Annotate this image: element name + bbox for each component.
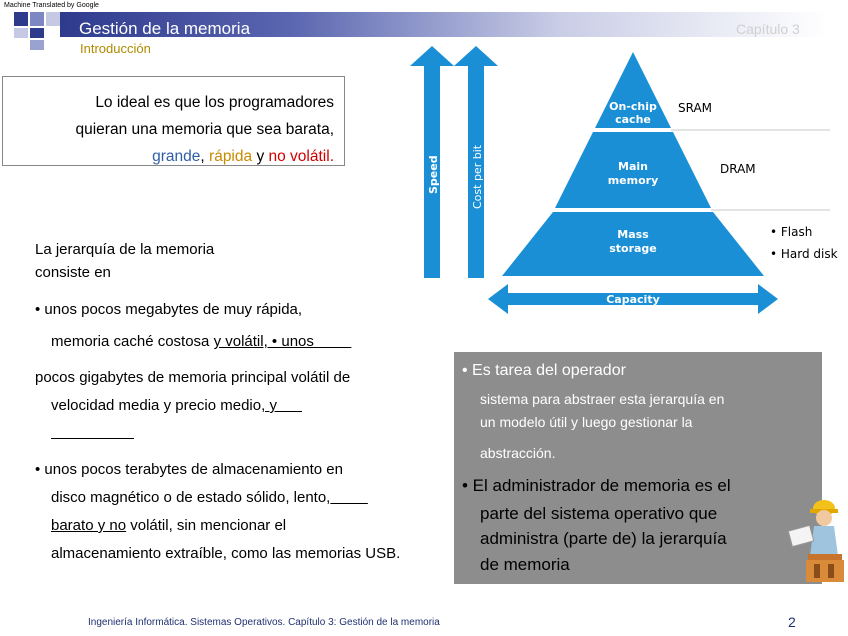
operator-line-8: de memoria [480, 555, 570, 574]
blank-underline [51, 438, 134, 439]
operator-box [454, 352, 822, 584]
header-decor-square [14, 28, 28, 38]
header-decor-square [14, 12, 28, 26]
memory-hierarchy-diagram [410, 44, 848, 316]
bullet-main-2-underlined: , y [261, 397, 277, 414]
cost-label: Cost per bit [471, 144, 484, 209]
hierarchy-intro-1: La jerarquía de la memoria [35, 241, 215, 258]
bullet-storage-1: • unos pocos terabytes de almacenamiento en [35, 461, 343, 478]
period: . [329, 148, 334, 165]
header-decor-square [30, 40, 44, 50]
sram-label: SRAM [678, 101, 713, 115]
operator-line-4: abstracción. [480, 445, 556, 461]
bullet-cache-2-underlined: y volátil, • unos [213, 333, 314, 350]
blank-line [277, 397, 302, 414]
word-large: grande [152, 148, 201, 165]
bullet-main-2 [51, 397, 302, 414]
tier-main-label-2: memory [607, 174, 659, 187]
word-nonvolatile: no volátil [268, 148, 330, 165]
blank-line [330, 489, 368, 506]
bullet-storage-4: almacenamiento extraíble, como las memorias USB. [51, 545, 401, 562]
word-and: y [256, 148, 265, 165]
ideal-line-3: grande, rápida y no volátil. [152, 148, 334, 165]
bullet-storage-2-text: disco magnético o de estado sólido, lento, [51, 489, 331, 506]
ideal-line-1: Lo ideal es que los programadores [95, 94, 334, 111]
tier-cache-label-2: cache [615, 113, 651, 126]
operator-line-1: • Es tarea del operador [462, 362, 626, 379]
bullet-cache-1: • unos pocos megabytes de muy rápida, [35, 301, 303, 318]
word-fast: rápida [209, 148, 253, 165]
flash-label: • Flash [770, 225, 813, 239]
footer-text: Ingeniería Informática. Sistemas Operativos. Capítulo 3: Gestión de la memoria [88, 617, 440, 628]
ideal-memory-box [2, 76, 345, 166]
header-decor-square [46, 12, 60, 26]
bullet-cache-2-text: memoria caché costosa [51, 333, 210, 350]
tier-storage-label-1: Mass [617, 228, 649, 241]
page-title: Gestión de la memoria [79, 19, 251, 38]
tier-cache-label-1: On-chip [609, 100, 657, 113]
speed-label: Speed [427, 155, 440, 194]
chapter-label: Capítulo 3 [736, 21, 800, 37]
capacity-label: Capacity [606, 293, 660, 306]
operator-line-2: sistema para abstraer esta jerarquía en [480, 391, 725, 407]
bullet-storage-3-text: volátil, sin mencionar el [130, 517, 287, 534]
hdd-label: • Hard disk [770, 247, 838, 261]
worker-clipart [786, 494, 846, 584]
operator-line-5: • El administrador de memoria es el [462, 476, 731, 495]
page-subtitle: Introducción [80, 41, 151, 56]
bullet-storage-3 [51, 517, 286, 534]
bullet-main-1: pocos gigabytes de memoria principal volátil de [35, 369, 351, 386]
hierarchy-intro-2: consiste en [35, 264, 111, 281]
dram-label: DRAM [720, 162, 756, 176]
machine-translated-note: Machine Translated by Google [4, 2, 99, 9]
operator-line-3: un modelo útil y luego gestionar la [480, 414, 693, 430]
bullet-storage-2 [51, 489, 368, 506]
ideal-line-2: quieran una memoria que sea barata, [75, 121, 334, 138]
page-number: 2 [788, 614, 796, 630]
operator-line-7: administra (parte de) la jerarquía [480, 529, 727, 548]
header-decor-square [30, 28, 44, 38]
ideal-text [76, 89, 335, 170]
header-decor-square [30, 12, 44, 26]
bullet-storage-3-underlined: barato y no [51, 517, 127, 534]
operator-line-6: parte del sistema operativo que [480, 504, 718, 523]
blank-line [314, 333, 352, 350]
bullet-main-2-text: velocidad media y precio medio [51, 397, 262, 414]
tier-main-label-1: Main [618, 160, 648, 173]
tier-storage-label-2: storage [609, 242, 657, 255]
bullet-cache-2 [51, 333, 351, 350]
